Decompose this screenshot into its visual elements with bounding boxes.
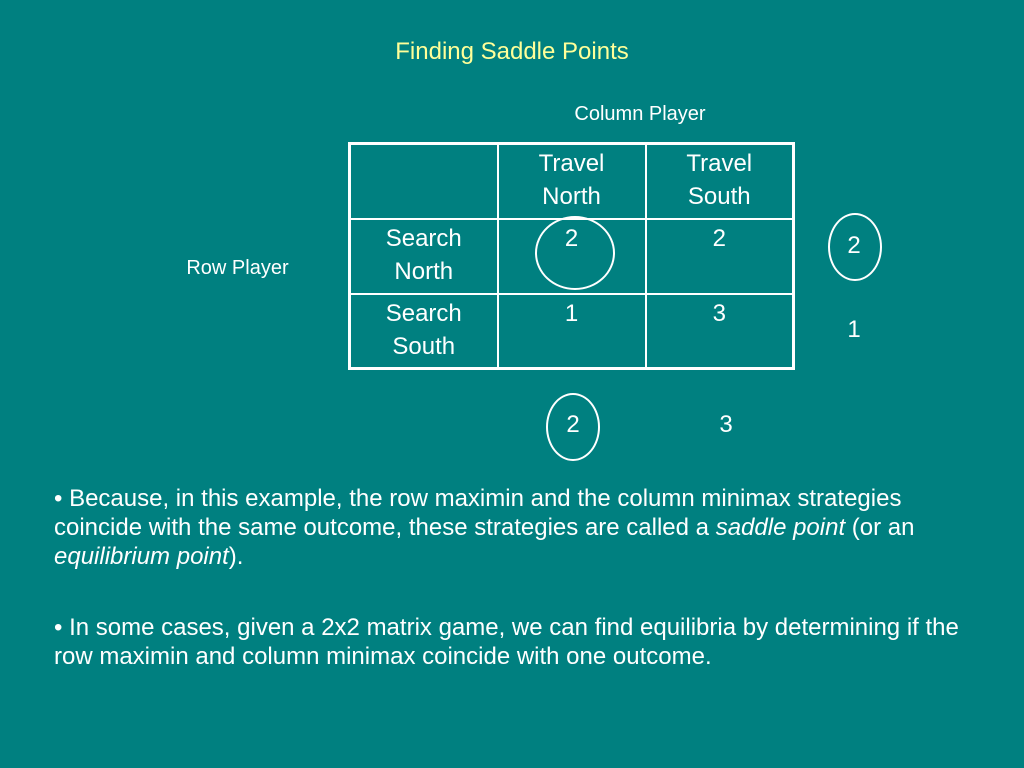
table-corner-cell xyxy=(350,144,498,219)
payoff-cell: 2 xyxy=(646,219,794,294)
row-label-search-north: Search North xyxy=(350,219,498,294)
bullet-text: ). xyxy=(228,543,244,570)
term-saddle-point: saddle point xyxy=(715,514,846,541)
bullet-list xyxy=(54,484,974,713)
payoff-cell: 1 xyxy=(498,294,646,369)
bullet-text: • In some cases, given a 2x2 matrix game, we can find equilibria by determining if the row maximin and column minimax coincide with one outcome. xyxy=(54,614,959,670)
bullet-text: • Because, in this example, the row maximin and the column minimax strategies coincide with the same outcome, these strategies are called a xyxy=(54,485,902,541)
term-equilibrium-point: equilibrium point xyxy=(54,543,229,570)
bullet-saddle-point xyxy=(54,484,974,571)
column-player-label: Column Player xyxy=(574,103,706,125)
row-minimum-value: 1 xyxy=(847,316,861,343)
payoff-cell: 3 xyxy=(646,294,794,369)
table-header-row xyxy=(350,144,794,219)
bullet-text: (or an xyxy=(845,514,915,541)
row-player-label: Row Player xyxy=(186,257,289,279)
column-maximum-value: 2 xyxy=(566,411,580,438)
payoff-cell: 2 xyxy=(498,219,646,294)
row-minimum-value: 2 xyxy=(847,232,861,259)
row-label-search-south: Search South xyxy=(350,294,498,369)
saddle-point-circle xyxy=(535,216,615,290)
slide-title: Finding Saddle Points xyxy=(395,38,629,65)
bullet-equilibria xyxy=(54,613,974,671)
column-maximum-value: 3 xyxy=(719,411,733,438)
header-travel-south: Travel South xyxy=(646,144,794,219)
table-row xyxy=(350,294,794,369)
header-travel-north: Travel North xyxy=(498,144,646,219)
